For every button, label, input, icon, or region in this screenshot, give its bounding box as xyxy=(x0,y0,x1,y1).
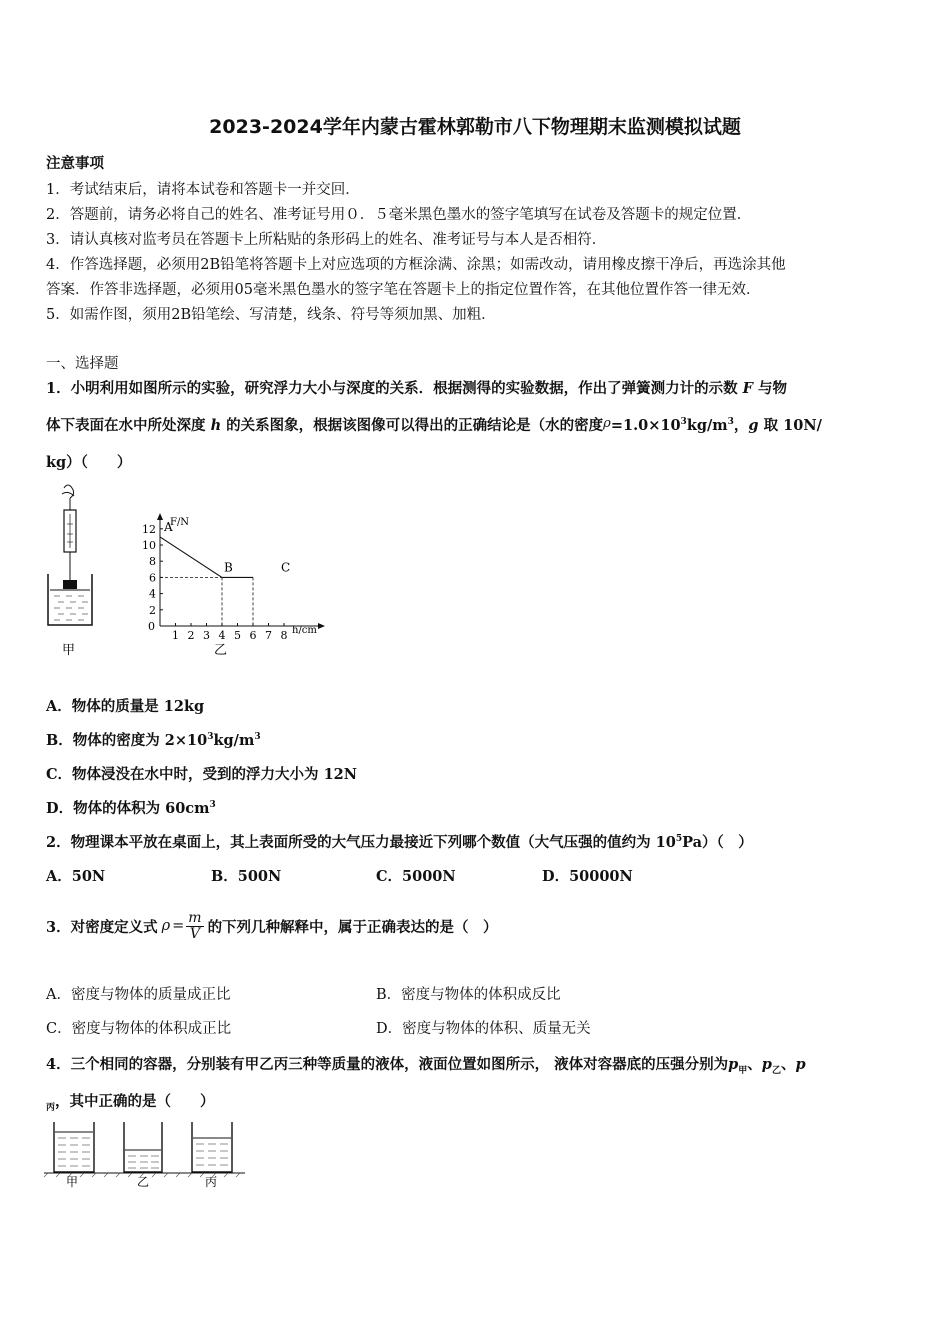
q2-option-b[interactable]: B．500N xyxy=(211,868,282,885)
q1-density: =1.0×10 xyxy=(610,417,681,434)
notice-item: 4．作答选择题，必须用2B铅笔将答题卡上对应选项的方框涂满、涂黑；如需改动，请用橡皮擦干净后，再选涂其他 xyxy=(46,257,786,273)
q1-text: 的关系图象，根据该图像可以得出的正确结论是（水的密度 xyxy=(226,417,604,434)
q1-var-g: g xyxy=(748,417,759,434)
q4-p: p xyxy=(795,1056,806,1073)
fig-label-right: 乙 xyxy=(214,643,228,658)
q3-denominator: V xyxy=(189,925,200,942)
x-tick-label: 6 xyxy=(249,629,257,642)
q4-sub: 乙 xyxy=(771,1065,781,1076)
q1-text: 与物 xyxy=(758,380,788,397)
q1-option-d-sup: 3 xyxy=(209,800,216,811)
q3-stem xyxy=(46,906,498,946)
container-jia xyxy=(54,1122,94,1172)
q1-var-f: F xyxy=(742,380,753,397)
q4-sep: 、 xyxy=(780,1056,796,1073)
y-tick-label: 2 xyxy=(149,603,156,617)
series-line xyxy=(160,537,253,578)
q4-p: p xyxy=(761,1056,772,1073)
container-yi xyxy=(124,1122,162,1172)
x-axis-label: h/cm xyxy=(292,625,317,636)
q3-option-d[interactable]: D．密度与物体的体积、质量无关 xyxy=(376,1021,591,1037)
q4-p: p xyxy=(728,1056,739,1073)
q2-option-c[interactable]: C．5000N xyxy=(376,868,456,885)
q2-option-d[interactable]: D．50000N xyxy=(542,868,633,885)
q4-text: ，其中正确的是（ ） xyxy=(55,1093,215,1110)
x-tick-label: 1 xyxy=(172,629,179,642)
container-label-bing: 丙 xyxy=(205,1175,218,1189)
q4-sub: 甲 xyxy=(738,1065,748,1076)
q2-stem xyxy=(46,831,753,852)
q3-option-c[interactable]: C．密度与物体的体积成正比 xyxy=(46,1021,232,1037)
q4-stem-line2 xyxy=(46,1090,215,1113)
q1-graph xyxy=(130,508,330,658)
q1-exp: 3 xyxy=(680,417,687,428)
x-tick-label: 5 xyxy=(234,629,241,642)
y-axis-label: F/N xyxy=(170,517,190,528)
q2-text: Pa）（ ） xyxy=(682,834,753,851)
q3-fraction xyxy=(186,911,203,942)
q1-option-b-text: B．物体的密度为 2×10 xyxy=(46,732,208,749)
point-label-b: B xyxy=(224,560,233,575)
q1-text: 1．小明利用如图所示的实验，研究浮力大小与深度的关系．根据测得的实验数据，作出了弹簧测力计的示数 xyxy=(46,380,738,397)
q1-unit: kg/m xyxy=(686,417,728,434)
notice-item: 答案．作答非选择题，必须用05毫米黑色墨水的签字笔在答题卡上的指定位置作答，在其他位置作答一律无效． xyxy=(46,282,761,298)
notice-item: 1．考试结束后，请将本试卷和答题卡一并交回． xyxy=(46,182,360,198)
q4-stem-line1 xyxy=(46,1053,806,1076)
x-tick-label: 3 xyxy=(203,629,210,642)
q1-var-h: h xyxy=(210,417,222,434)
q3-option-a[interactable]: A．密度与物体的质量成正比 xyxy=(46,987,231,1003)
q1-option-b[interactable] xyxy=(46,729,261,750)
q1-exp: 3 xyxy=(727,417,734,428)
q4-sub: 丙 xyxy=(46,1102,56,1113)
q1-option-d[interactable] xyxy=(46,797,216,818)
q1-stem-line3: kg）（ ） xyxy=(46,454,132,471)
notice-item: 2．答题前，请务必将自己的姓名、准考证号用０．５毫米黑色墨水的签字笔填写在试卷及答题卡的规定位置． xyxy=(46,207,752,223)
q2-text: 2．物理课本平放在桌面上，其上表面所受的大气压力最接近下列哪个数值（大气压强的值约为 10 xyxy=(46,834,676,851)
q4-text: 4．三个相同的容器，分别装有甲乙丙三种等质量的液体，液面位置如图所示， 液体对容器底的压强分别为 xyxy=(46,1056,729,1073)
x-tick-label: 2 xyxy=(187,629,195,642)
x-axis-arrow xyxy=(318,623,325,629)
q1-comma: ， xyxy=(733,417,749,434)
q3-eq: = xyxy=(172,918,185,934)
containers-figure xyxy=(40,1118,250,1190)
notice-item: 5．如需作图，须用2B铅笔绘、写清楚，线条、符号等须加黑、加粗． xyxy=(46,307,496,323)
q4-sep: 、 xyxy=(747,1056,762,1073)
q1-option-b-unit: kg/m xyxy=(213,732,255,749)
q3-text: 3．对密度定义式 xyxy=(46,918,158,936)
point-label-a: A xyxy=(164,519,173,534)
y-tick-label: 12 xyxy=(142,522,156,536)
x-tick-label: 4 xyxy=(218,629,226,642)
q2-exp: 5 xyxy=(675,834,683,845)
x-tick-label: 8 xyxy=(280,629,288,642)
q1-stem-line2 xyxy=(46,414,822,435)
container-label-yi: 乙 xyxy=(137,1175,150,1189)
q1-text: 体下表面在水中所处深度 xyxy=(46,417,206,434)
container-bing xyxy=(192,1122,232,1172)
y-tick-label: 6 xyxy=(149,571,156,585)
q3-option-b[interactable]: B．密度与物体的体积成反比 xyxy=(376,987,561,1003)
q1-option-a[interactable]: A．物体的质量是 12kg xyxy=(46,698,205,715)
q3-text: 的下列几种解释中，属于正确表达的是（ ） xyxy=(207,918,498,936)
spring-scale-figure xyxy=(40,480,100,660)
point-label-c: C xyxy=(281,560,291,575)
q1-text: 取 10N/ xyxy=(763,417,822,434)
q1-rho: ρ xyxy=(603,416,611,431)
section-heading: 一、选择题 xyxy=(46,356,119,372)
q1-option-d-text: D．物体的体积为 60cm xyxy=(46,800,210,817)
notice-item: 3．请认真核对监考员在答题卡上所粘贴的条形码上的姓名、准考证号与本人是否相符． xyxy=(46,232,607,248)
y-axis-arrow xyxy=(157,513,163,520)
container-label-jia: 甲 xyxy=(66,1175,79,1189)
origin-label: 0 xyxy=(148,620,155,633)
page-title: 2023-2024学年内蒙古霍林郭勒市八下物理期末监测模拟试题 xyxy=(209,116,741,138)
q1-option-b-sup: 3 xyxy=(207,732,214,743)
q1-stem-line1 xyxy=(46,377,787,398)
fig-label-left: 甲 xyxy=(62,643,76,658)
y-tick-label: 10 xyxy=(142,539,156,552)
q1-option-c[interactable]: C．物体浸没在水中时，受到的浮力大小为 12N xyxy=(46,766,358,783)
y-tick-label: 8 xyxy=(149,555,156,569)
notice-heading: 注意事项 xyxy=(46,155,104,172)
q3-rho: ρ xyxy=(161,918,171,934)
q1-option-b-sup: 3 xyxy=(254,732,261,743)
q3-numerator: m xyxy=(188,909,202,926)
y-tick-label: 4 xyxy=(149,587,156,601)
x-tick-label: 7 xyxy=(265,629,272,642)
q2-option-a[interactable]: A．50N xyxy=(46,868,106,885)
